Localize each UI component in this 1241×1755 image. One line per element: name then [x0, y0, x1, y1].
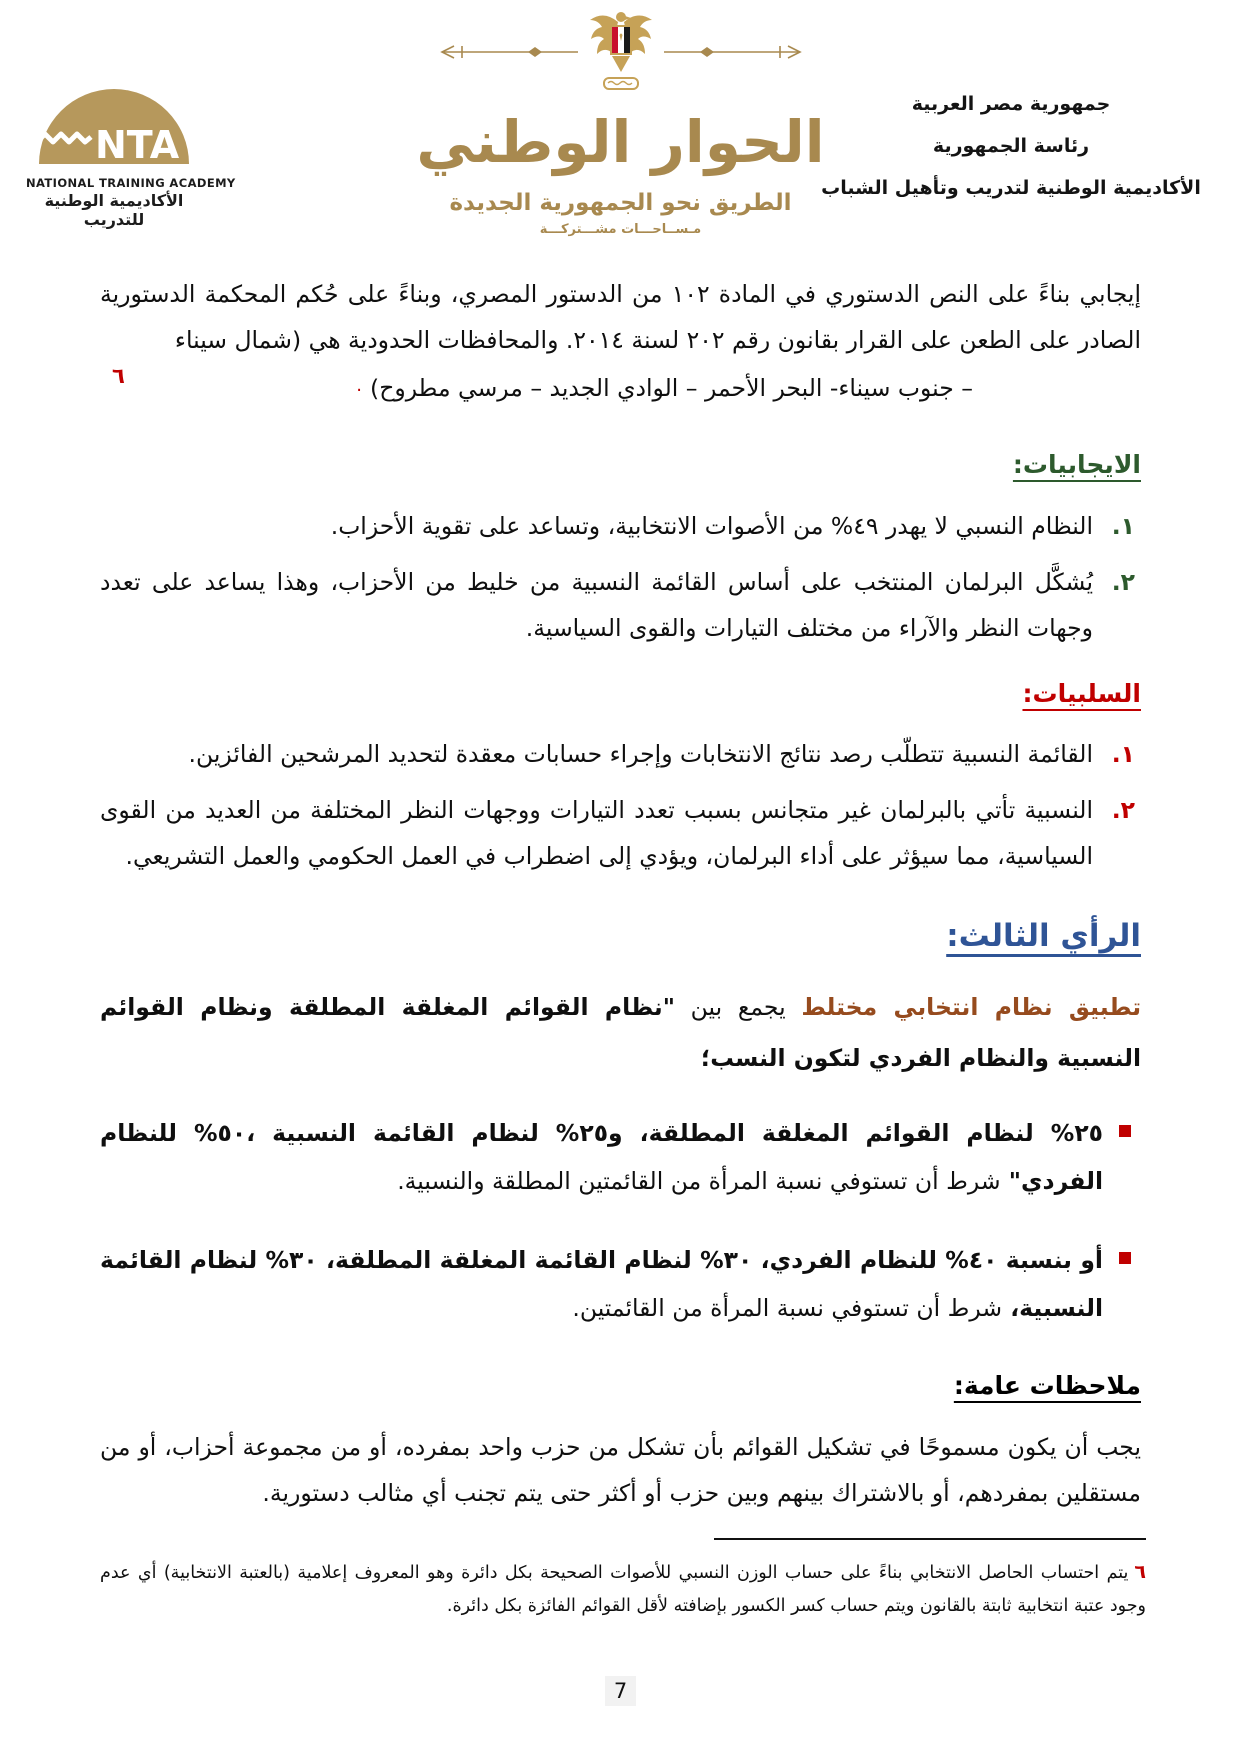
footnote-reference-6: ٦: [112, 363, 125, 388]
item-number: ٢.: [1111, 568, 1135, 596]
paragraph-constitutional-tail: [100, 363, 1141, 412]
footnote-separator: [714, 1538, 1146, 1540]
heading-negatives: السلبيات:: [1022, 678, 1141, 708]
list-item: [100, 1236, 1131, 1332]
nta-logo: [26, 82, 236, 229]
border-governorates-list: – جنوب سيناء- البحر الأحمر – الوادي الجديد – مرسي مطروح): [370, 373, 973, 402]
item-text: [100, 1109, 1103, 1205]
item-text: القائمة النسبية تتطلّب رصد نتائج الانتخابات وإجراء حسابات معقدة لتحديد المرشحين الفائزين.: [188, 740, 1093, 769]
general-notes-paragraph: يجب أن يكون مسموحًا في تشكيل القوائم بأن تشكل من حزب واحد بمفرده، أو من مجموعة أحزاب، أو من مستقلين بمفردهم، أو بالاشتراك بينهم وبين حزب أو أكثر حتى يتم تجنب أي مثالب دستورية.: [100, 1432, 1141, 1507]
ratio-option-bold: أو بنسبة ٤٠% للنظام الفردي، ٣٠% لنظام القائمة المغلقة المطلقة، ٣٠% لنظام القائمة النسبية،: [100, 1245, 1103, 1322]
item-text: النسبية تأتي بالبرلمان غير متجانس بسبب تعدد التيارات ووجهات النظر المختلفة من العديد من القوى السياسية، مما سيؤثر على أداء البرلمان، ويؤدي إلى اضطراب في العمل الحكومي والعمل التشريعي.: [100, 796, 1093, 870]
page-number-row: [0, 1676, 1241, 1706]
tail-dot: ·: [356, 379, 363, 401]
footnote-text: يتم احتساب الحاصل الانتخابي بناءً على حساب الوزن النسبي للأصوات الصحيحة بكل دائرة وهو المعروف إعلامية (بالعتبة الانتخابية) أي عدم وجود عتبة انتخابية ثابتة بالقانون ويتم حساب كسر الكسور بإضافته لأقل القوائم الفائزة بكل دائرة.: [100, 1563, 1146, 1617]
dialogue-title-calligraphy: الحوار الوطني: [416, 108, 825, 176]
government-header-block: [793, 84, 1229, 209]
red-square-bullet-icon: [1119, 1125, 1131, 1137]
nta-name-ar: الأكاديمية الوطنية للتدريب: [44, 191, 184, 229]
item-number: ٢.: [1111, 796, 1135, 825]
ratio-option-bold: ٢٥% لنظام القوائم المغلقة المطلقة، و٢٥% لنظام القائمة النسبية ،٥٠% للنظام الفردي": [100, 1119, 1103, 1196]
gov-line-republic: جمهورية مصر العربية: [911, 93, 1111, 115]
list-item: [100, 504, 1135, 550]
item-number: ١.: [1111, 512, 1135, 541]
intro-bold-clause: "نظام القوائم المغلقة المطلقة ونظام القوائم النسبية والنظام الفردي لتكون النسب؛: [100, 993, 1141, 1072]
list-item: [100, 560, 1135, 652]
positives-list: [100, 504, 1141, 651]
egypt-eagle-emblem: [584, 8, 658, 96]
list-item: [100, 732, 1135, 778]
item-text: [100, 1236, 1103, 1332]
item-text: يُشكَّل البرلمان المنتخب على أساس القائمة النسبية من خليط من الأحزاب، وهذا يساعد على تعدد وجهات النظر والآراء من مختلف التيارات والقوى السياسية.: [100, 568, 1093, 642]
intro-connector: يجمع بين: [674, 993, 802, 1022]
gov-line-presidency: رئاسة الجمهورية: [932, 134, 1090, 157]
third-opinion-intro: [100, 982, 1141, 1083]
gov-line-academy: الأكاديمية الوطنية لتدريب وتأهيل الشباب: [821, 176, 1201, 199]
red-square-bullet-icon: [1119, 1252, 1131, 1264]
svg-text:NTA: NTA: [95, 123, 180, 167]
item-text: النظام النسبي لا يهدر ٤٩% من الأصوات الانتخابية، وتساعد على تقوية الأحزاب.: [330, 512, 1093, 541]
negatives-list: [100, 732, 1141, 879]
document-body: [100, 272, 1141, 1516]
nta-dome-icon: [35, 82, 193, 168]
heading-general-notes: ملاحظات عامة:: [953, 1370, 1141, 1400]
dialogue-tagline: الطريق نحو الجمهورية الجديدة: [449, 190, 792, 217]
ratio-option-condition: شرط أن تستوفي نسبة المرأة من القائمتين.: [572, 1293, 1003, 1322]
footnote-text-block: [100, 1554, 1146, 1624]
paragraph-constitutional: إيجابي بناءً على النص الدستوري في المادة ١٠٢ من الدستور المصري، وبناءً على حُكم المحكمة الدستورية الصادر على الطعن على القرار بقانون رقم ٢٠٢ لسنة ٢٠١٤. والمحافظات الحدودية هي (شمال سيناء: [100, 280, 1141, 354]
national-dialogue-logo: [391, 6, 851, 237]
ratio-option-condition: شرط أن تستوفي نسبة المرأة من القائمتين المطلقة والنسبية.: [397, 1167, 1001, 1196]
ratio-options-list: [100, 1109, 1141, 1332]
item-number: ١.: [1111, 740, 1135, 769]
emblem-row: [391, 6, 851, 98]
nta-name-en: NATIONAL TRAINING ACADEMY: [26, 176, 236, 190]
heading-third-opinion: الرأي الثالث:: [946, 917, 1141, 954]
heading-positives: الايجابيات:: [1012, 450, 1141, 480]
mixed-system-highlight: تطبيق نظام انتخابي مختلط: [801, 993, 1142, 1022]
list-item: [100, 788, 1135, 880]
divider-left-icon: [428, 43, 578, 61]
page-number: 7: [605, 1676, 636, 1706]
footnote-area: [100, 1538, 1146, 1624]
footnote-number: ٦: [1134, 1561, 1146, 1583]
dialogue-subtagline: مـســاحـــات مشـــتركـــة: [539, 222, 702, 238]
divider-right-icon: [664, 43, 814, 61]
list-item: [100, 1109, 1131, 1205]
